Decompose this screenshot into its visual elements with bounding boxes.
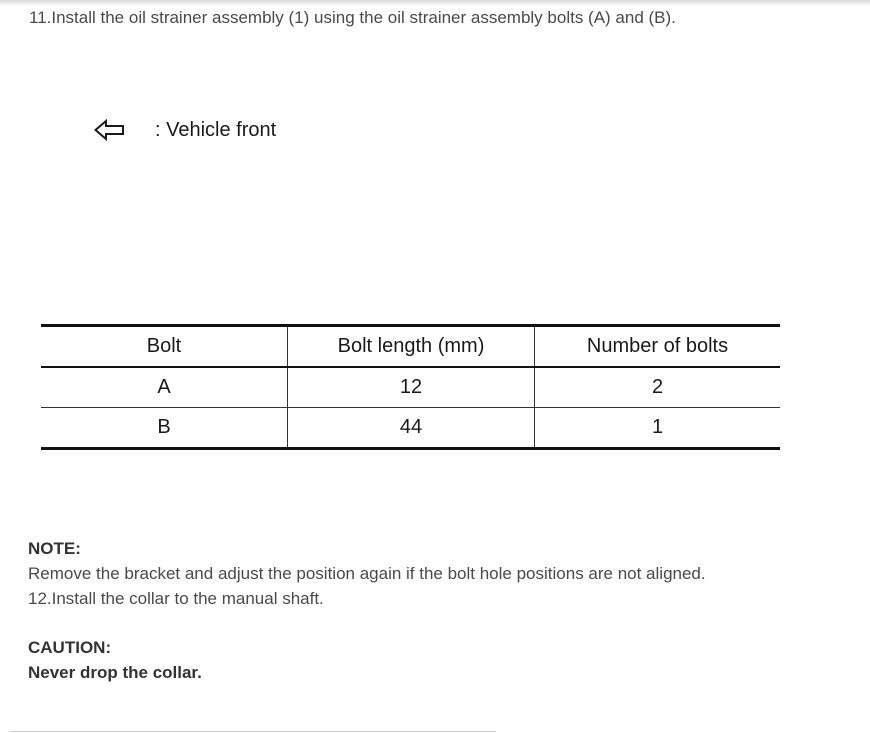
header-bolt: Bolt: [41, 326, 288, 368]
table-row: [41, 367, 780, 408]
note-body: Remove the bracket and adjust the position again if the bolt hole positions are not aligned.: [28, 564, 706, 583]
bottom-divider: [10, 731, 496, 732]
step-11-instruction: 11.Install the oil strainer assembly (1) using the oil strainer assembly bolts (A) and (B).: [29, 8, 676, 27]
vehicle-front-label: : Vehicle front: [155, 118, 277, 141]
note-title: NOTE:: [28, 539, 81, 558]
bolt-count-cell: 1: [535, 408, 781, 449]
bolt-id-cell: A: [41, 367, 288, 408]
bolt-id-cell: B: [157, 416, 171, 438]
caution-title: CAUTION:: [28, 638, 112, 657]
bolt-count-cell: 2: [535, 367, 781, 408]
step-12-instruction: 12.Install the collar to the manual shaft.: [28, 589, 324, 608]
note-section: [28, 536, 706, 611]
bolt-length-cell: 44: [288, 408, 535, 449]
header-number-of-bolts: Number of bolts: [535, 326, 781, 368]
bolt-length-cell: 12: [288, 367, 535, 408]
table-header-row: [41, 326, 780, 368]
caution-section: [28, 635, 202, 685]
header-bolt-length: Bolt length (mm): [288, 326, 535, 368]
bolt-specification-table: [41, 324, 780, 450]
top-shadow: [0, 0, 870, 6]
hollow-left-arrow-icon: [94, 119, 125, 141]
table-row: [41, 408, 780, 449]
vehicle-front-legend: [94, 117, 276, 143]
caution-body: Never drop the collar.: [28, 663, 202, 682]
